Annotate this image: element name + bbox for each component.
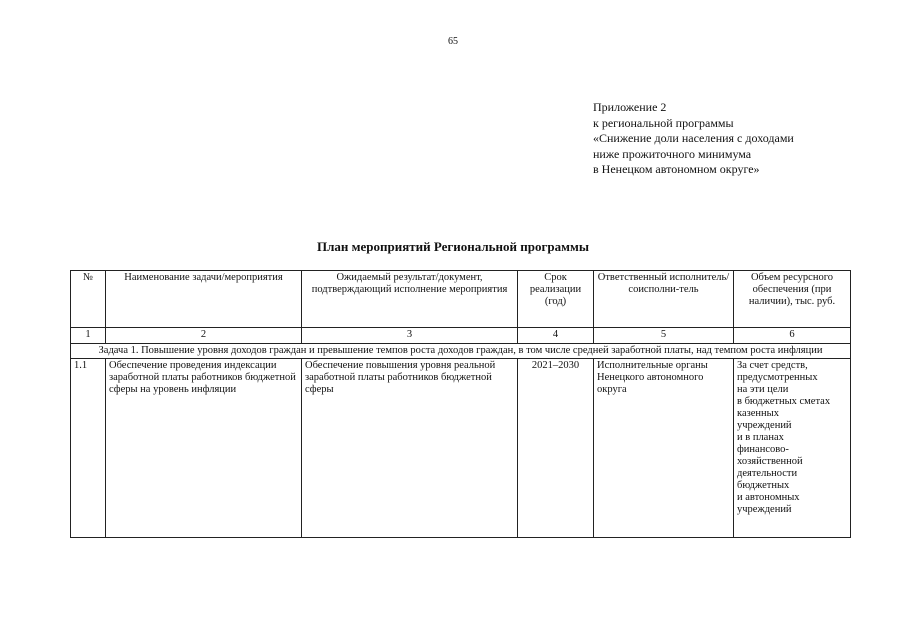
appendix-line: в Ненецком автономном округе» xyxy=(593,162,760,176)
row-result: Обеспечение повышения уровня реальной заработной платы работников бюджетной сферы xyxy=(302,359,518,538)
resources-line: учреждений xyxy=(737,504,792,515)
resources-line: на эти цели xyxy=(737,384,789,395)
resources-line: в бюджетных сметах xyxy=(737,396,831,407)
plan-table xyxy=(70,270,851,538)
resources-line: казенных xyxy=(737,408,779,419)
table-row xyxy=(71,359,851,538)
resources-line: учреждений xyxy=(737,420,792,431)
column-number: 3 xyxy=(302,328,518,344)
resources-line: деятельности xyxy=(737,468,798,479)
resources-line: бюджетных xyxy=(737,480,790,491)
column-number: 5 xyxy=(594,328,734,344)
appendix-line: «Снижение доли населения с доходами xyxy=(593,131,794,145)
resources-line: За счет средств, xyxy=(737,360,808,371)
row-number: 1.1 xyxy=(71,359,106,538)
resources-line: финансово- xyxy=(737,444,789,455)
column-number: 4 xyxy=(518,328,594,344)
header-result: Ожидаемый результат/документ, подтверждающий исполнение мероприятия xyxy=(302,271,518,328)
header-number: № xyxy=(71,271,106,328)
header-name: Наименование задачи/мероприятия xyxy=(106,271,302,328)
resources-line: и в планах xyxy=(737,432,784,443)
resources-line: хозяйственной xyxy=(737,456,803,467)
row-period: 2021–2030 xyxy=(518,359,594,538)
table-header-row xyxy=(71,271,851,328)
row-name: Обеспечение проведения индексации заработной платы работников бюджетной сферы на уровень инфляции xyxy=(106,359,302,538)
resources-line: предусмотренных xyxy=(737,372,818,383)
column-number: 1 xyxy=(71,328,106,344)
appendix-line: к региональной программы xyxy=(593,115,734,130)
header-period: Срок реализации (год) xyxy=(518,271,594,328)
task-row xyxy=(71,344,851,359)
appendix-line: Приложение 2 xyxy=(593,100,667,114)
header-resources: Объем ресурсного обеспечения (при наличии), тыс. руб. xyxy=(734,271,851,328)
plan-title: План мероприятий Региональной программы xyxy=(316,239,589,254)
column-number: 6 xyxy=(734,328,851,344)
task-title: Задача 1. Повышение уровня доходов граждан и превышение темпов роста доходов граждан, в том числе средней заработной платы, над темпом роста инфляции xyxy=(71,344,851,359)
appendix-line: ниже прожиточного минимума xyxy=(593,146,752,161)
page-number: 65 xyxy=(448,36,458,47)
header-responsible: Ответственный исполнитель/соисполни-тель xyxy=(594,271,734,328)
row-responsible: Исполнительные органы Ненецкого автономного округа xyxy=(594,359,734,538)
resources-line: и автономных xyxy=(737,492,800,503)
row-resources xyxy=(734,359,851,538)
column-numbers-row xyxy=(71,328,851,344)
appendix-block xyxy=(593,100,794,178)
column-number: 2 xyxy=(106,328,302,344)
